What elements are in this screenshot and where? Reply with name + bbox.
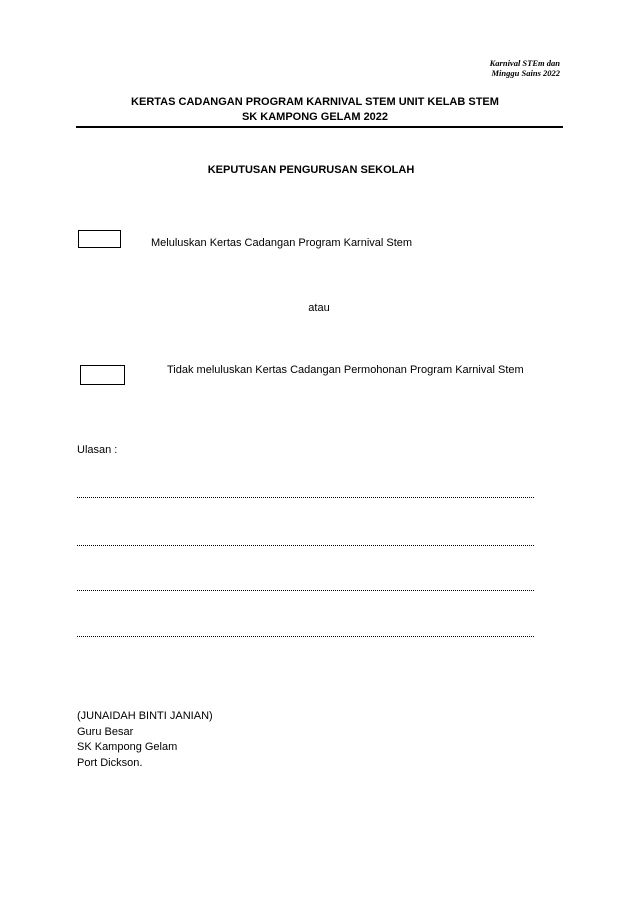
document-title-line-1: KERTAS CADANGAN PROGRAM KARNIVAL STEM UNIT KELAB STEM [131,96,499,108]
header-note-line-2: Minggu Sains 2022 [491,68,560,78]
signatory-name: (JUNAIDAH BINTI JANIAN) [77,710,213,722]
approve-checkbox[interactable] [78,230,121,248]
remarks-label: Ulasan : [77,444,118,456]
remarks-line-4[interactable] [77,636,534,637]
signatory-position: Guru Besar [77,725,134,738]
reject-option-label: Tidak meluluskan Kertas Cadangan Permohonan Program Karnival Stem [167,364,524,376]
or-separator: atau [308,302,330,314]
title-divider [76,126,563,128]
remarks-line-2[interactable] [77,545,534,546]
section-title: KEPUTUSAN PENGURUSAN SEKOLAH [207,164,415,176]
reject-checkbox[interactable] [80,365,125,385]
document-title-line-2: SK KAMPONG GELAM 2022 [241,111,389,123]
approve-option-label: Meluluskan Kertas Cadangan Program Karnival Stem [151,237,413,249]
header-note [490,58,560,78]
signatory-school: SK Kampong Gelam [77,741,178,753]
signatory-location: Port Dickson. [77,756,143,769]
remarks-line-3[interactable] [77,590,534,591]
signature-block [77,709,213,771]
remarks-line-1[interactable] [77,497,534,498]
header-note-line-1: Karnival STEm dan [489,58,560,68]
